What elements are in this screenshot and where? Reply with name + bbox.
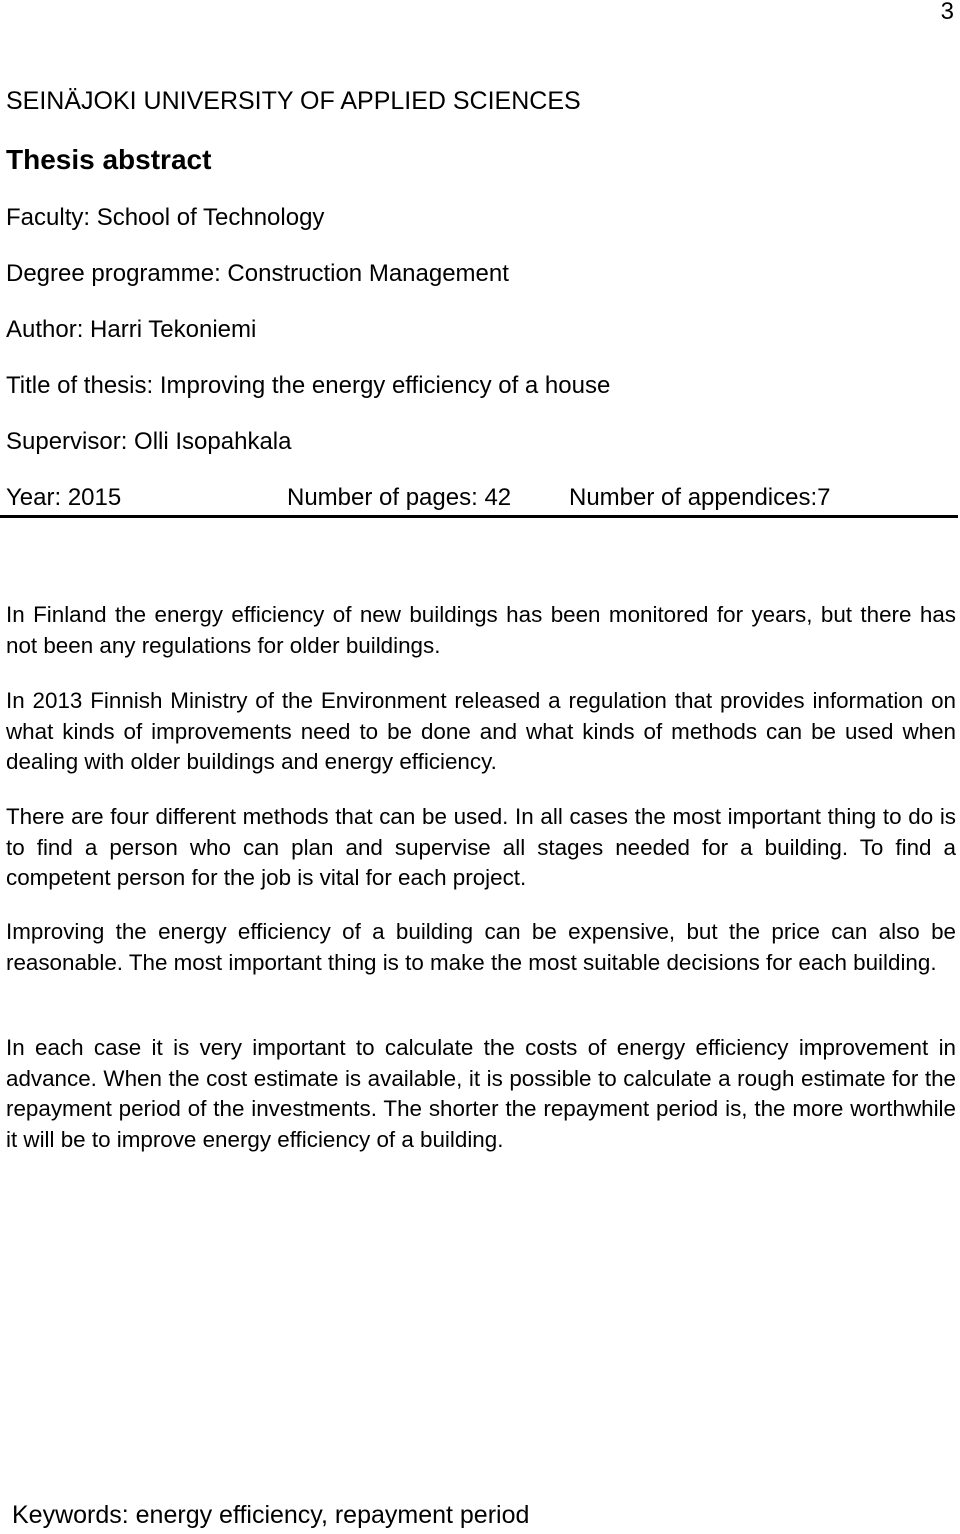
- university-name: SEINÄJOKI UNIVERSITY OF APPLIED SCIENCES: [6, 87, 581, 115]
- supervisor-line: Supervisor: Olli Isopahkala: [6, 428, 292, 455]
- header-divider: [0, 515, 958, 518]
- abstract-paragraph: In 2013 Finnish Ministry of the Environment released a regulation that provides information on what kinds of improvements need to be done and what kinds of methods can be used when dealing with older buildings and energy efficiency.: [6, 688, 956, 775]
- page-number: 3: [940, 0, 954, 25]
- thesis-title-line: Title of thesis: Improving the energy efficiency of a house: [6, 372, 611, 399]
- year-field: Year: 2015: [6, 484, 122, 511]
- degree-programme-line: Degree programme: Construction Management: [6, 260, 509, 287]
- document-title: Thesis abstract: [6, 144, 212, 175]
- faculty-line: Faculty: School of Technology: [6, 204, 325, 231]
- abstract-paragraph: There are four different methods that can be used. In all cases the most important thing to do is to find a person who can plan and supervise all stages needed for a building. To find a competent person for the job is vital for each project.: [6, 804, 956, 891]
- appendices-field: Number of appendices:7: [569, 484, 831, 511]
- abstract-paragraph: In each case it is very important to calculate the costs of energy efficiency improvement in advance. When the cost estimate is available, it is possible to calculate a rough estimate for the repayment period of the investments. The shorter the repayment period is, the more worthwhile it will be to improve energy efficiency of a building.: [6, 1035, 956, 1152]
- author-line: Author: Harri Tekoniemi: [6, 316, 257, 343]
- abstract-paragraph: In Finland the energy efficiency of new buildings has been monitored for years, but there has not been any regulations for older buildings.: [6, 602, 956, 658]
- abstract-paragraph: Improving the energy efficiency of a building can be expensive, but the price can also be reasonable. The most important thing is to make the most suitable decisions for each building.: [6, 919, 956, 975]
- keywords-line: Keywords: energy efficiency, repayment period: [12, 1501, 530, 1529]
- pages-field: Number of pages: 42: [287, 484, 512, 511]
